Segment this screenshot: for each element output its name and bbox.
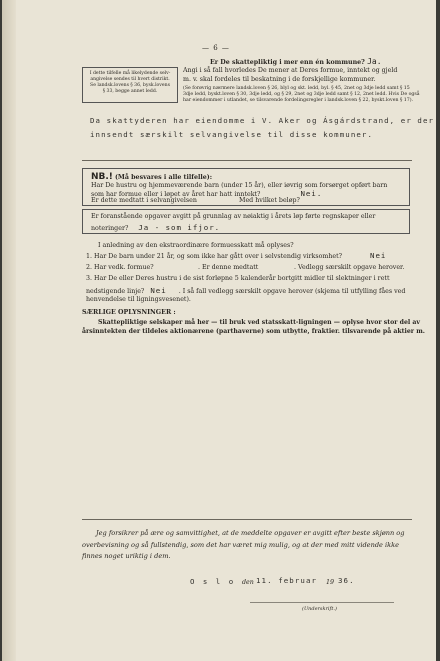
wealth-tax-q2: 2. Har vedk. formue? xyxy=(86,264,154,271)
nb-line-amount: Med hvilket beløp? xyxy=(239,197,300,204)
wealth-tax-q3-attach: . I så fall vedlegg særskilt opgave herover (skjema til utfylling fåes ved xyxy=(178,288,406,295)
declaration-divider xyxy=(82,519,412,520)
signature-place: O s l o xyxy=(190,577,236,586)
typed-answer-line: Da skattyderen har eiendomme i V. Aker og Ásgárdstrand, er der xyxy=(90,116,435,125)
taxpayer-question-note: (Se forøvrig nærmere landsk.loven § 26, blyl og skt. ledd, byl. § 45, 2net og 3dje ledd samt § 15 xyxy=(183,86,410,91)
taxpayer-question-answer: Ja. xyxy=(367,57,382,66)
wealth-tax-q3-answer: Nei xyxy=(150,286,167,295)
side-note-line: I dette tilfelle må likelydende selv- xyxy=(89,71,171,76)
signature-line xyxy=(250,602,394,603)
taxpayer-question-line: Angi i så fall hvorledes De mener at Deres formue, inntekt og gjeld xyxy=(183,67,398,74)
wealth-tax-q1-answer: Nei xyxy=(370,251,387,260)
wealth-tax-q3: 3. Har De eller Deres hustru i de sist forløpne 5 kalenderår bortgitt midler til slektninger i rett xyxy=(86,275,390,282)
declaration-line: overbevisning og så fullstendig, som det har været mig mulig, og at der med mitt vidende ikke xyxy=(82,540,400,549)
nb-answer: Nei. xyxy=(300,189,323,198)
signature-date: 11. februar xyxy=(256,576,318,585)
signature-label: (Underskrift.) xyxy=(302,606,337,612)
declaration-text xyxy=(82,528,412,563)
side-note-box xyxy=(82,67,178,103)
wealth-tax-q3-text: nedstigende linje? xyxy=(86,288,145,295)
taxpayer-question-text: Er De skattepliktig i mer enn én kommune? xyxy=(210,59,365,66)
signature-year: 36. xyxy=(338,576,355,585)
taxpayer-question-heading xyxy=(210,57,382,66)
nb-line-text: som har formue eller i løpet av året har hatt inntekt? xyxy=(91,191,261,198)
form-page xyxy=(2,0,436,661)
nb-mark: NB.! xyxy=(91,172,113,182)
section-divider xyxy=(82,160,412,161)
taxpayer-question-note: har eiendommer i utlandet, se tilsvarende fordelingsregler i landsk.loven § 22, byskt.loven § 17). xyxy=(183,98,414,103)
page-spine xyxy=(2,0,16,661)
declaration-line: finnes noget uriktig i dem. xyxy=(82,552,171,560)
wealth-tax-q3-end: henvendelse til ligningsvesenet). xyxy=(86,296,191,303)
page-number: — 6 — xyxy=(202,44,230,52)
nb-line: Har De hustru og hjemmeværende barn (under 15 år), eller iøvrig som forsørget opført barn xyxy=(91,182,388,189)
side-note-line: § 33, begge annet ledd. xyxy=(102,89,158,94)
special-info-heading: SÆRLIGE OPLYSNINGER : xyxy=(82,309,176,316)
accounts-line: Er foranstående opgaver avgitt på grunnlag av nøiaktig i årets løp førte regnskaper eller xyxy=(91,213,376,220)
taxpayer-question-line: m. v. skal fordeles til beskatning i de forskjellige kommuner. xyxy=(183,76,376,83)
signature-year-prefix: 19 xyxy=(326,579,335,586)
signature-den-label: den xyxy=(242,579,254,586)
wealth-tax-q2-attach: . Vedlegg særskilt opgave herover. xyxy=(294,264,405,271)
nb-box xyxy=(82,168,410,206)
typed-answer-line: innsendt særskilt selvangivelse til disse kommuner. xyxy=(90,130,374,139)
wealth-tax-q2-included: . Er denne medtatt xyxy=(198,264,259,271)
special-info-line: Skattepliktige selskaper må her — til bruk ved statsskatt-ligningen — oplyse hvor stor del av xyxy=(98,319,420,326)
wealth-tax-q1: 1. Har De barn under 21 år, og som ikke har gått over i selvstendig virksomhet? xyxy=(86,253,343,260)
wealth-tax-q3-line xyxy=(86,286,405,295)
nb-line-included: Er dette medtatt i selvangivelsen xyxy=(91,197,197,204)
special-info-line: årsinntekten der tildeles aktionærene (parthaverne) som utbytte, fraktier. tilsvarende på aktier m. xyxy=(82,328,425,335)
wealth-tax-intro: I anledning av den ekstraordinære formuesskatt må oplyses? xyxy=(98,242,294,249)
taxpayer-question-note: 3dje ledd, byskt.loven § 30, 3dje ledd, og § 29, 2net og 3dje ledd samt § 12, 2net ledd. Hvis De også xyxy=(183,92,420,97)
declaration-line: Jeg forsikrer på ære og samvittighet, at de meddelte opgaver er avgitt efter beste skjønn og xyxy=(96,529,405,537)
nb-title xyxy=(91,172,212,182)
accounts-answer: Ja - som ifjor. xyxy=(138,223,221,232)
side-note-line: angivelse sendes til hvert distrikt. xyxy=(90,77,170,82)
nb-title-text: (Må besvares i alle tilfelle): xyxy=(114,174,213,181)
accounts-box xyxy=(82,209,410,234)
accounts-line-text: noteringer? xyxy=(91,225,129,232)
side-note-line: Se landsk.lovens § 36, bysk.lovens xyxy=(90,83,170,88)
accounts-line xyxy=(91,223,220,232)
